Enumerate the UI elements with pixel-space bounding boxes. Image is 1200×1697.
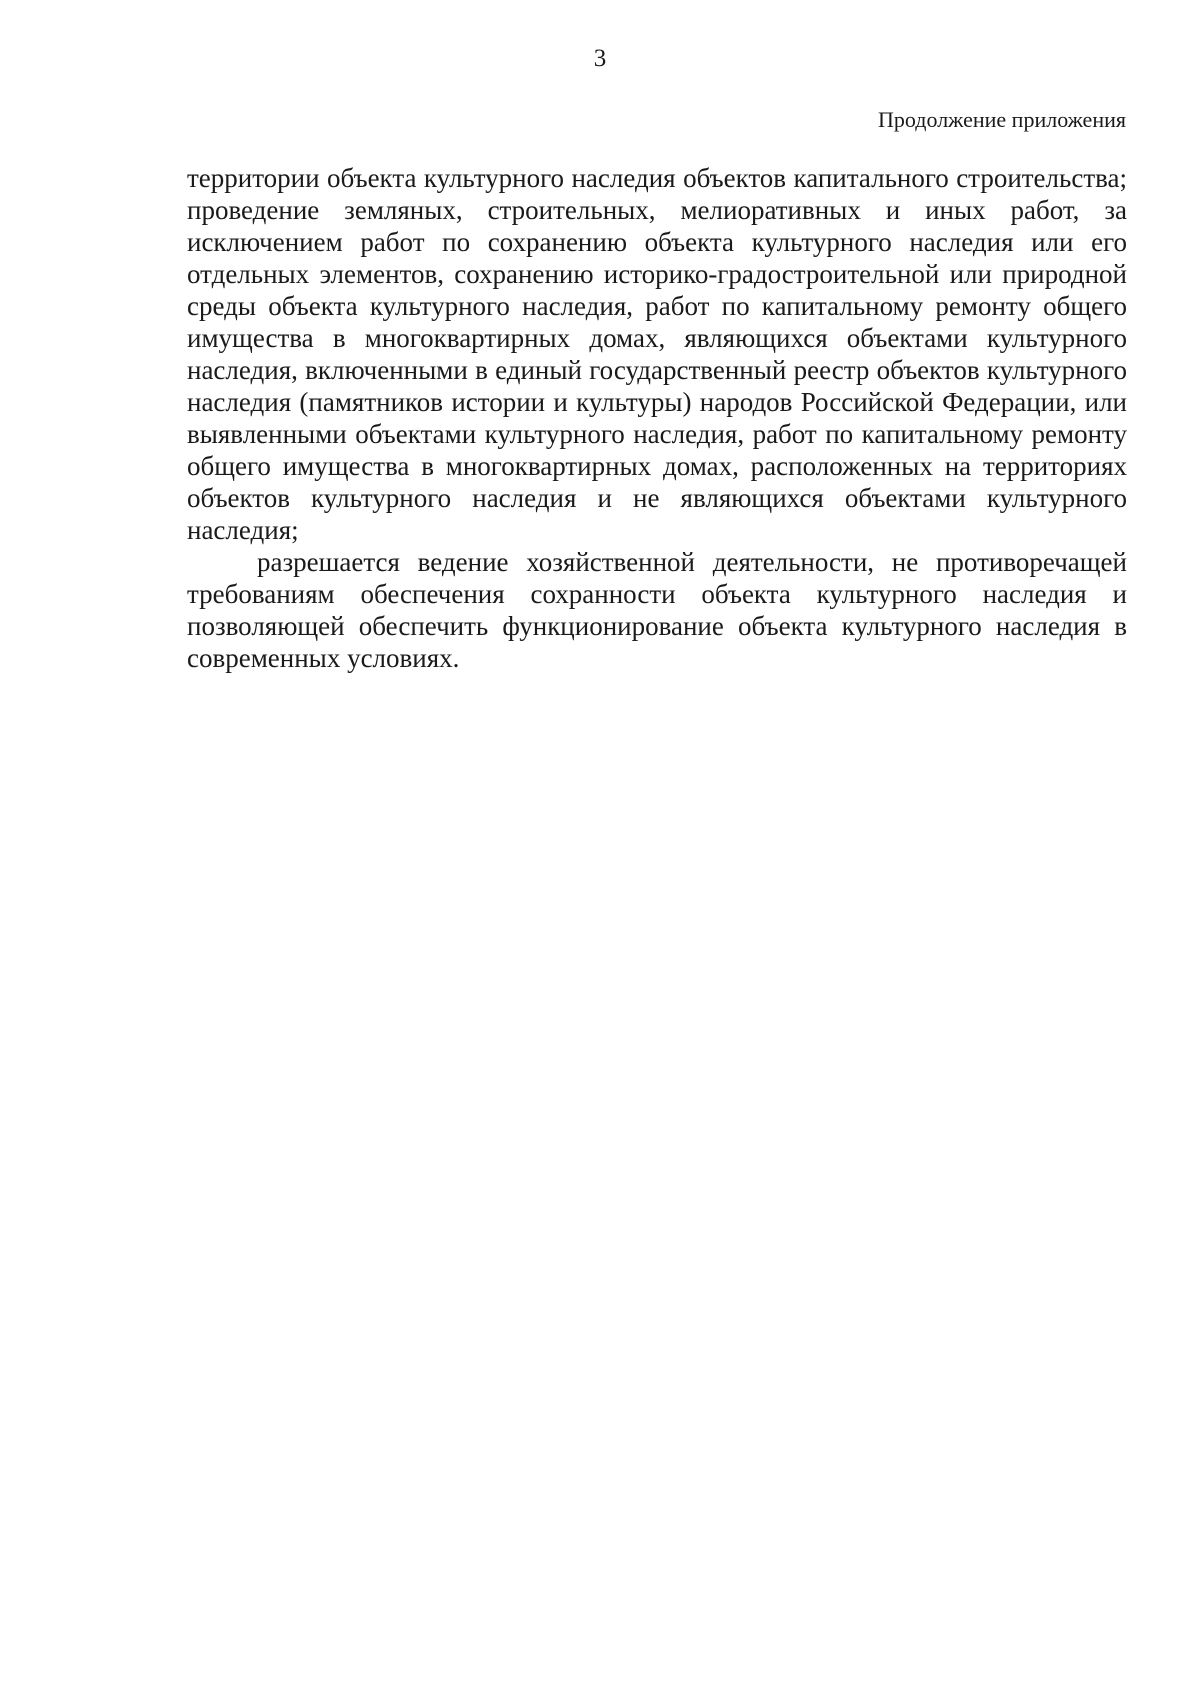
document-body <box>187 162 1127 674</box>
page-number: 3 <box>593 45 607 72</box>
continuation-label: Продолжение приложения <box>878 107 1126 132</box>
paragraph-1: территории объекта культурного наследия объектов капитального строительства; проведение земляных, строительных, мелиоративных и иных работ, за исключением работ по сохранению объекта культурного наследия или его отдельных элементов, сохранению историко-градостроительной или природной среды объекта культурного наследия, работ по капитальному ремонту общего имущества в многоквартирных домах, являющихся объектами культурного наследия, включенными в единый государственный реестр объектов культурного наследия (памятников истории и культуры) народов Российской Федерации, или выявленными объектами культурного наследия, работ по капитальному ремонту общего имущества в многоквартирных домах, расположенных на территориях объектов культурного наследия и не являющихся объектами культурного наследия; <box>187 163 1127 545</box>
paragraph-2: разрешается ведение хозяйственной деятельности, не противоречащей требованиям обеспечения сохранности объекта культурного наследия и позволяющей обеспечить функционирование объекта культурного наследия в современных условиях. <box>187 547 1127 673</box>
